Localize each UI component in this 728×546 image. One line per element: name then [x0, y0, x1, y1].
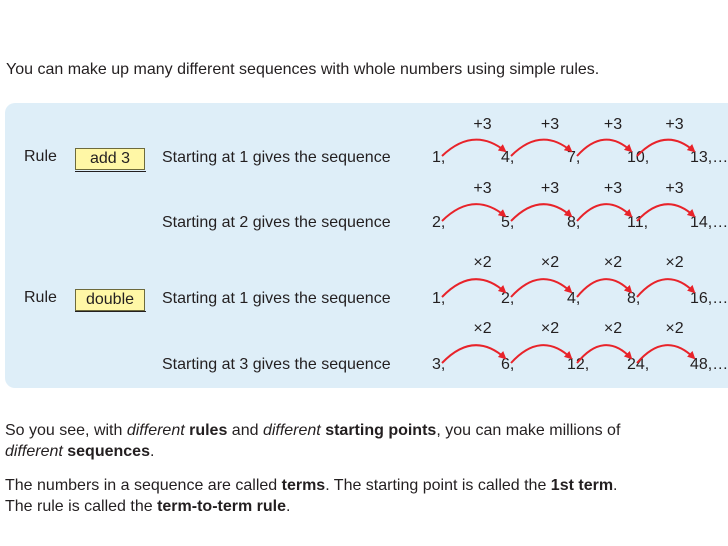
rule-box-double: double — [75, 289, 145, 311]
sequence-operation-label: ×2 — [603, 254, 623, 271]
sequence-operation-label: +3 — [665, 116, 684, 133]
sequence-operation-label: ×2 — [540, 320, 560, 337]
intro-text: You can make up many different sequences with whole numbers using simple rules. — [6, 61, 600, 78]
sequence-term: 16,… — [690, 290, 728, 307]
sequence-term: 1, — [432, 290, 446, 307]
sequence-label-row-2: Starting at 2 gives the sequence — [162, 214, 391, 231]
para2-text-f: The rule is called the — [5, 498, 158, 515]
sequence-operation-label: +3 — [540, 116, 560, 133]
rule-underline-double — [75, 311, 146, 312]
sequence-term: 2, — [501, 290, 515, 307]
sequence-operation-label: ×2 — [473, 254, 492, 271]
sequence-operation-label: +3 — [603, 116, 623, 133]
sequence-term: 4, — [501, 149, 515, 166]
sequence-operation-label: ×2 — [540, 254, 560, 271]
para1-text-e: different — [262, 422, 321, 439]
para1-text-g: , you can make millions of — [436, 422, 621, 439]
para2-text-a: The numbers in a sequence are called — [5, 477, 282, 494]
sequence-term: 2, — [432, 214, 446, 231]
sequence-term: 3, — [432, 356, 446, 373]
para2-text-c: . The starting point is called the — [325, 477, 551, 494]
sequence-operation-label: +3 — [540, 180, 560, 197]
sequence-term: 48,… — [690, 356, 728, 373]
sequence-examples-panel — [5, 103, 728, 388]
sequence-label-row-1: Starting at 1 gives the sequence — [162, 149, 391, 166]
sequence-operation-label: +3 — [603, 180, 623, 197]
sequence-term: 24, — [627, 356, 650, 373]
paragraph-rules — [5, 420, 620, 462]
sequence-term: 10, — [627, 149, 650, 166]
sequence-term: 5, — [501, 214, 515, 231]
sequence-operation-label: +3 — [473, 180, 492, 197]
para1-text-i: sequences — [62, 443, 150, 460]
sequence-term: 6, — [501, 356, 515, 373]
sequence-term: 14,… — [690, 214, 728, 231]
para2-text-b: terms — [281, 477, 326, 494]
sequence-term: 4, — [567, 290, 581, 307]
sequence-term: 11, — [627, 214, 649, 231]
para2-text-d: 1st term — [550, 477, 614, 494]
sequence-term: 7, — [567, 149, 581, 166]
para1-text-j: . — [149, 443, 155, 460]
para1-text-h: different — [5, 443, 63, 460]
sequence-term: 8, — [567, 214, 581, 231]
para1-text-b: different — [126, 422, 185, 439]
para1-text-f: starting points — [320, 422, 437, 439]
sequence-operation-label: +3 — [473, 116, 492, 133]
para2-text-g: term-to-term rule — [157, 498, 286, 515]
sequence-term: 1, — [432, 149, 446, 166]
rule-underline-add-3 — [75, 171, 146, 172]
rule-box-add-3: add 3 — [75, 148, 145, 170]
sequence-term: 12, — [567, 356, 590, 373]
sequence-operation-label: ×2 — [665, 320, 684, 337]
para1-text-a: So you see, with — [5, 422, 127, 439]
sequence-term: 8, — [627, 290, 641, 307]
sequence-operation-label: ×2 — [603, 320, 623, 337]
para2-text-e: . — [613, 477, 618, 494]
sequence-operation-label: ×2 — [665, 254, 684, 271]
paragraph-terms — [5, 475, 618, 517]
sequence-label-row-4: Starting at 3 gives the sequence — [162, 356, 391, 373]
sequence-operation-label: +3 — [665, 180, 684, 197]
sequence-term: 13,… — [690, 149, 728, 166]
sequence-operation-label: ×2 — [473, 320, 492, 337]
rule-label-double: Rule — [24, 289, 57, 306]
para1-text-d: and — [227, 422, 263, 439]
para2-text-h: . — [285, 498, 291, 515]
sequence-label-row-3: Starting at 1 gives the sequence — [162, 290, 391, 307]
rule-label-add: Rule — [24, 148, 57, 165]
para1-text-c: rules — [184, 422, 228, 439]
